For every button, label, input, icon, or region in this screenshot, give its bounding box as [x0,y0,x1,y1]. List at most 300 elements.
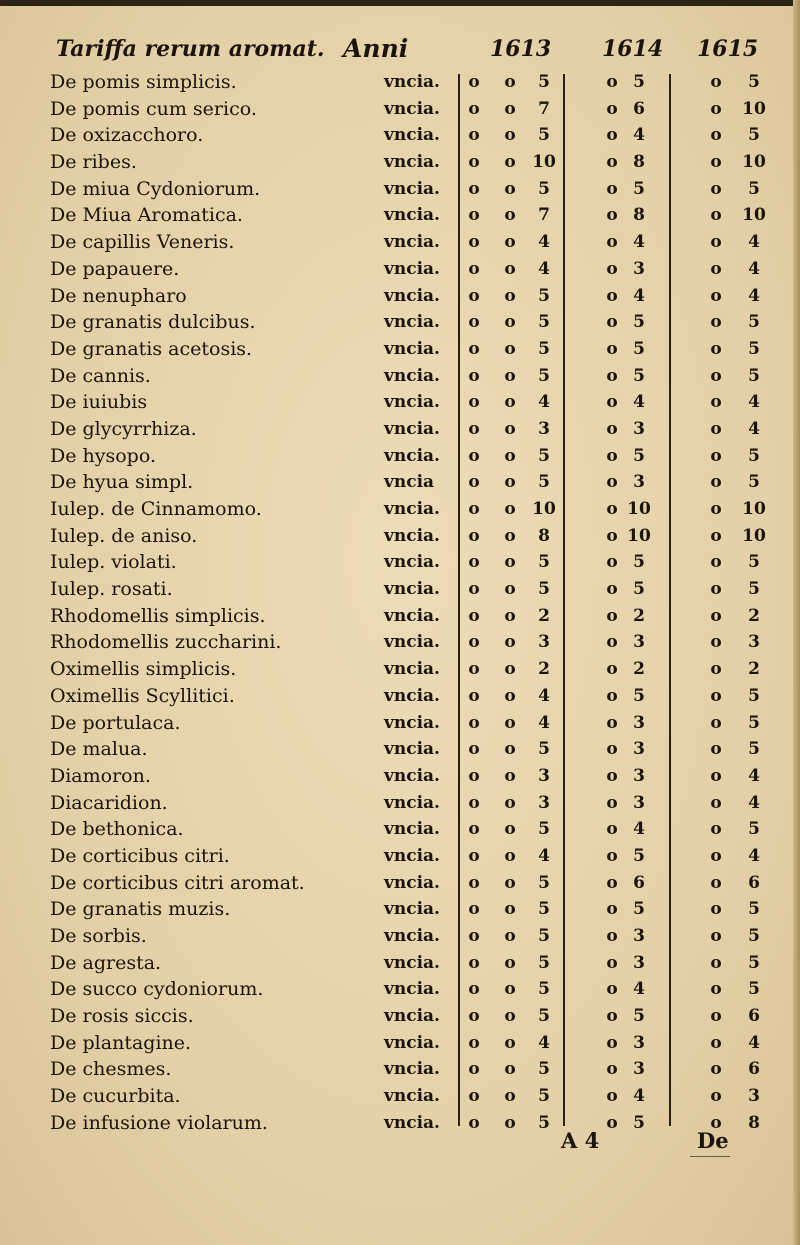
unit-label: vncia. [384,739,440,760]
table-row [0,923,800,950]
price-value: 4 [748,1032,760,1053]
price-value: o [468,285,480,306]
table-row [0,629,800,656]
unit-label: vncia. [384,659,440,680]
price-value: 4 [633,392,645,413]
unit-label: vncia [384,472,435,493]
price-value: 7 [538,205,550,226]
price-value: 5 [538,338,550,359]
price-value: o [468,258,480,279]
price-value: o [468,152,480,173]
price-value: 3 [633,472,645,493]
price-value: o [468,98,480,119]
unit-label: vncia. [384,605,440,626]
price-value: o [468,712,480,733]
unit-label: vncia. [384,98,440,119]
price-value: 5 [633,899,645,920]
price-value: 2 [748,605,760,626]
item-name: Diamoron. [50,764,151,787]
price-value: o [504,926,516,946]
price-value: o [468,1006,480,1027]
unit-label: vncia. [384,338,440,359]
price-value: o [606,472,618,493]
price-value: 10 [742,152,766,173]
item-name: De sorbis. [50,925,147,947]
unit-label: vncia. [384,899,440,920]
price-value: 5 [633,72,645,92]
price-value: o [504,765,516,786]
table-row [0,69,800,96]
price-value: 5 [748,952,760,973]
item-name: De granatis acetosis. [50,337,253,360]
price-value: o [504,632,516,653]
price-value: o [710,979,722,1000]
unit-label: vncia. [384,552,440,573]
price-value: 8 [633,205,645,226]
price-value: o [606,926,618,946]
price-value: o [606,365,618,386]
price-value: o [710,178,722,199]
price-value: 5 [748,712,760,733]
price-value: o [468,392,480,413]
item-name: De hyua simpl. [50,471,194,494]
price-value: 5 [633,845,645,866]
price-value: 5 [538,872,550,893]
price-value: 3 [633,792,645,813]
price-value: o [504,205,516,226]
price-value: 5 [538,285,550,306]
unit-label: vncia. [384,258,440,279]
price-value: 3 [633,952,645,973]
unit-label: vncia. [384,1086,440,1107]
price-value: 5 [748,552,760,573]
price-value: o [504,685,516,706]
item-name: De iuiubis [50,391,148,414]
price-value: o [606,525,618,546]
price-value: o [606,285,618,306]
price-value: 5 [538,739,550,760]
price-value: o [468,178,480,199]
price-value: 5 [748,338,760,359]
table-row [0,149,800,176]
price-value: o [468,1059,480,1080]
year-1614: 1614 [602,36,664,62]
item-name: De pomis simplicis. [50,71,237,93]
item-name: Oximellis simplicis. [50,658,237,681]
unit-label: vncia. [384,579,440,600]
item-name: De miua Cydoniorum. [50,177,261,200]
price-value: o [606,499,618,519]
item-name: Iulep. de aniso. [50,524,198,547]
price-value: 4 [633,979,645,1000]
price-value: 6 [748,1006,760,1027]
price-value: 10 [742,525,766,546]
price-value: 4 [633,285,645,306]
price-value: o [504,1032,516,1053]
price-value: 4 [748,845,760,866]
unit-label: vncia. [384,392,440,413]
price-value: o [468,232,480,253]
table-row [0,843,800,870]
table-row [0,469,800,496]
price-value: 5 [748,365,760,386]
price-value: o [710,98,722,119]
price-value: 4 [748,285,760,306]
price-value: o [504,739,516,760]
price-value: o [710,365,722,386]
price-value: o [710,445,722,466]
price-value: 5 [538,579,550,600]
table-row [0,549,800,576]
price-value: o [468,899,480,920]
item-name: De cucurbita. [50,1085,181,1108]
item-name: Iulep. violati. [50,551,177,574]
price-value: 3 [538,418,550,439]
price-value: o [468,1112,480,1133]
price-value: o [468,125,480,146]
unit-label: vncia. [384,72,440,92]
price-value: o [710,1059,722,1080]
price-value: o [606,712,618,733]
price-value: o [606,739,618,760]
table-row [0,950,800,977]
price-value: 6 [748,872,760,893]
price-value: 4 [538,685,550,706]
price-value: 6 [748,1059,760,1080]
price-value: o [606,605,618,626]
unit-label: vncia. [384,499,440,519]
price-value: o [606,445,618,466]
price-value: o [468,499,480,519]
price-value: o [606,1032,618,1053]
price-value: o [710,872,722,893]
catchword-rule [690,1156,730,1157]
unit-label: vncia. [384,205,440,226]
table-row [0,389,800,416]
price-value: 5 [633,1006,645,1027]
price-value: o [504,338,516,359]
price-value: 4 [748,258,760,279]
price-value: o [468,605,480,626]
price-value: 8 [748,1112,760,1133]
table-row [0,736,800,763]
price-value: o [468,819,480,840]
price-value: o [710,659,722,680]
price-value: o [504,365,516,386]
item-name: De nenupharo [50,284,187,307]
tariff-table [0,69,800,1137]
price-value: o [606,659,618,680]
price-value: o [504,845,516,866]
price-value: o [504,579,516,600]
price-value: 5 [538,926,550,946]
unit-label: vncia. [384,1112,440,1133]
price-value: 3 [538,632,550,653]
price-value: 5 [633,338,645,359]
running-title: Tariffa rerum aromat. [56,36,325,62]
price-value: o [468,312,480,333]
price-value: o [606,98,618,119]
price-value: o [468,979,480,1000]
item-name: De cannis. [50,364,151,387]
page-top-edge [0,0,800,6]
table-row [0,790,800,817]
price-value: o [504,472,516,493]
item-name: De succo cydoniorum. [50,978,264,1001]
price-value: o [504,552,516,573]
price-value: 5 [748,819,760,840]
price-value: 5 [748,178,760,199]
price-value: o [504,178,516,199]
price-value: 5 [748,472,760,493]
price-value: o [606,1006,618,1027]
price-value: o [606,552,618,573]
price-value: o [606,792,618,813]
unit-label: vncia. [384,418,440,439]
price-value: 2 [538,659,550,680]
price-value: o [710,338,722,359]
unit-label: vncia. [384,819,440,840]
table-row [0,1030,800,1057]
price-value: 3 [633,258,645,279]
item-name: Iulep. de Cinnamomo. [50,498,262,520]
price-value: o [710,472,722,493]
price-value: o [468,845,480,866]
table-row [0,336,800,363]
price-value: o [606,1112,618,1133]
price-value: 5 [538,125,550,146]
price-value: 3 [633,418,645,439]
price-value: 3 [633,1059,645,1080]
price-value: o [468,952,480,973]
table-row [0,363,800,390]
price-value: 4 [538,392,550,413]
price-value: o [468,472,480,493]
price-value: 2 [748,659,760,680]
unit-label: vncia. [384,926,440,946]
price-value: o [710,285,722,306]
item-name: De hysopo. [50,444,156,467]
price-value: o [710,845,722,866]
unit-label: vncia. [384,979,440,1000]
unit-label: vncia. [384,1006,440,1027]
price-value: o [710,392,722,413]
table-row [0,603,800,630]
price-value: o [606,579,618,600]
price-value: 10 [742,98,766,119]
page-footer [0,1126,800,1156]
price-value: o [504,659,516,680]
price-value: 3 [633,765,645,786]
price-value: o [504,232,516,253]
price-value: o [504,819,516,840]
price-value: 5 [538,1059,550,1080]
price-value: 3 [633,739,645,760]
price-value: o [504,952,516,973]
unit-label: vncia. [384,685,440,706]
price-value: o [504,72,516,92]
price-value: o [504,125,516,146]
price-value: 4 [748,232,760,253]
price-value: 3 [633,926,645,946]
price-value: 4 [538,712,550,733]
table-row [0,283,800,310]
price-value: 5 [538,552,550,573]
price-value: 4 [538,845,550,866]
price-value: o [606,72,618,92]
price-value: 4 [748,418,760,439]
price-value: 5 [633,178,645,199]
item-name: De malua. [50,738,148,761]
price-value: o [504,605,516,626]
price-value: o [710,1112,722,1133]
signature-mark: A 4 [561,1128,600,1153]
price-value: o [468,1086,480,1107]
item-name: De glycyrrhiza. [50,417,197,440]
price-value: 2 [633,659,645,680]
item-name: De capillis Veneris. [50,231,235,254]
price-value: o [710,72,722,92]
table-row [0,523,800,550]
price-value: 8 [538,525,550,546]
price-value: o [710,418,722,439]
price-value: 4 [748,792,760,813]
price-value: 10 [742,205,766,226]
price-value: 4 [748,392,760,413]
unit-label: vncia. [384,1032,440,1053]
price-value: o [606,232,618,253]
price-value: o [710,152,722,173]
price-value: o [468,659,480,680]
price-value: o [606,418,618,439]
item-name: De plantagine. [50,1031,192,1054]
price-value: 5 [633,445,645,466]
table-row [0,870,800,897]
item-name: Rhodomellis zuccharini. [50,631,282,654]
price-value: o [468,525,480,546]
unit-label: vncia. [384,125,440,146]
price-value: 5 [633,685,645,706]
price-value: 5 [538,72,550,92]
price-value: o [710,258,722,279]
item-name: De bethonica. [50,818,184,841]
price-value: 6 [633,872,645,893]
table-row [0,122,800,149]
price-value: 5 [538,979,550,1000]
price-value: o [504,1112,516,1133]
price-value: o [710,712,722,733]
price-value: 5 [538,1006,550,1027]
price-value: o [710,899,722,920]
price-value: 10 [627,525,651,546]
price-value: 5 [538,365,550,386]
table-row [0,96,800,123]
price-value: o [710,312,722,333]
price-value: 5 [633,365,645,386]
table-row [0,896,800,923]
price-value: o [504,1086,516,1107]
price-value: o [504,312,516,333]
years-label: Anni [343,34,409,63]
price-value: 5 [538,899,550,920]
price-value: o [504,872,516,893]
price-value: o [710,205,722,226]
price-value: 4 [633,1086,645,1107]
price-value: o [468,1032,480,1053]
price-value: o [606,765,618,786]
price-value: 3 [633,632,645,653]
price-value: 3 [633,712,645,733]
price-value: 5 [748,125,760,146]
price-value: o [710,125,722,146]
unit-label: vncia. [384,792,440,813]
table-row [0,683,800,710]
item-name: Iulep. rosati. [50,578,173,601]
running-header [0,28,800,68]
unit-label: vncia. [384,365,440,386]
item-name: De portulaca. [50,711,181,734]
item-name: De papauere. [50,257,180,280]
price-value: 5 [748,579,760,600]
price-value: o [468,632,480,653]
price-value: o [504,979,516,1000]
price-value: o [606,392,618,413]
price-value: 5 [538,312,550,333]
price-value: o [504,712,516,733]
price-value: o [468,739,480,760]
price-value: o [504,792,516,813]
price-value: o [606,312,618,333]
item-name: De chesmes. [50,1058,172,1081]
table-row [0,416,800,443]
price-value: 5 [748,312,760,333]
price-value: o [710,739,722,760]
price-value: o [504,499,516,519]
unit-label: vncia. [384,845,440,866]
unit-label: vncia. [384,152,440,173]
table-row [0,229,800,256]
price-value: o [504,392,516,413]
price-value: o [606,819,618,840]
table-row [0,1056,800,1083]
year-1615: 1615 [697,36,759,62]
price-value: o [468,765,480,786]
price-value: o [606,152,618,173]
price-value: o [606,1059,618,1080]
table-row [0,176,800,203]
price-value: 10 [742,499,766,519]
price-value: 5 [538,1112,550,1133]
price-value: 5 [748,445,760,466]
price-value: o [468,418,480,439]
price-value: o [606,1086,618,1107]
price-value: o [606,125,618,146]
price-value: 2 [538,605,550,626]
price-value: 4 [748,765,760,786]
price-value: o [606,205,618,226]
price-value: o [710,765,722,786]
price-value: o [468,338,480,359]
price-value: 10 [627,499,651,519]
price-value: o [504,445,516,466]
price-value: o [468,926,480,946]
price-value: 3 [748,1086,760,1107]
price-value: 5 [538,178,550,199]
price-value: 8 [633,152,645,173]
price-value: o [606,685,618,706]
item-name: De oxizacchoro. [50,124,204,147]
price-value: o [606,845,618,866]
